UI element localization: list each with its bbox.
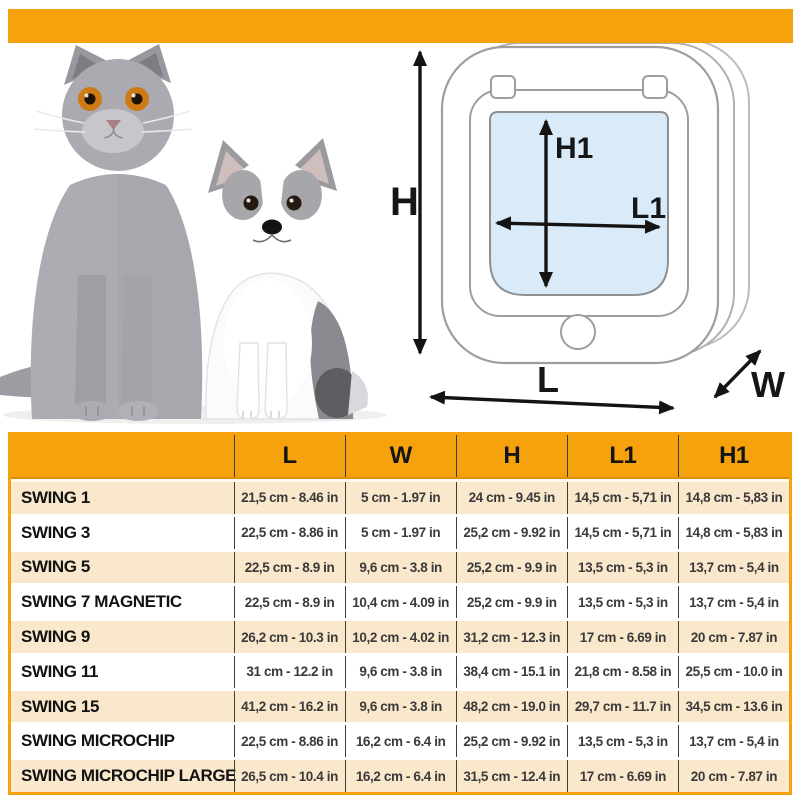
- label-l: L: [537, 359, 559, 400]
- dimension-cell: 25,2 cm - 9.92 in: [456, 517, 567, 549]
- flap-tab-left: [491, 76, 515, 98]
- row-name: SWING MICROCHIP LARGE: [21, 766, 237, 786]
- dimension-cell: 13,5 cm - 5,3 in: [567, 586, 678, 618]
- table-row: [11, 618, 789, 653]
- dimension-cell: 22,5 cm - 8.86 in: [234, 517, 345, 549]
- dimension-cell: 13,7 cm - 5,4 in: [678, 552, 789, 584]
- table-row: [11, 757, 789, 792]
- table-row: [11, 479, 789, 514]
- dimension-cell: 16,2 cm - 6.4 in: [345, 760, 456, 792]
- dimension-cell: 13,7 cm - 5,4 in: [678, 586, 789, 618]
- table-row: [11, 688, 789, 723]
- row-name: SWING 9: [21, 627, 90, 647]
- pets-illustration: [0, 43, 400, 425]
- dimension-cell: 10,2 cm - 4.02 in: [345, 621, 456, 653]
- dimension-cell: 31,5 cm - 12.4 in: [456, 760, 567, 792]
- row-name: SWING 1: [21, 487, 90, 507]
- dimension-cell: 20 cm - 7.87 in: [678, 621, 789, 653]
- dog-nose: [262, 220, 282, 235]
- header-model: [11, 435, 234, 477]
- row-name: SWING 3: [21, 522, 90, 542]
- dimension-cell: 21,5 cm - 8.46 in: [234, 482, 345, 514]
- dog-eye-right: [287, 196, 302, 211]
- label-l1: L1: [631, 192, 667, 225]
- dimension-cell: 13,5 cm - 5,3 in: [567, 725, 678, 757]
- dimension-cell: 48,2 cm - 19.0 in: [456, 691, 567, 723]
- dimension-cell: 34,5 cm - 13.6 in: [678, 691, 789, 723]
- label-h1: H1: [555, 132, 594, 165]
- row-name: SWING 11: [21, 661, 99, 681]
- flap-dimension-diagram: [385, 40, 795, 425]
- table-row: [11, 549, 789, 584]
- dimension-cell: 29,7 cm - 11.7 in: [567, 691, 678, 723]
- dog-illustration: [206, 138, 368, 419]
- dimension-cell: 25,5 cm - 10.0 in: [678, 656, 789, 688]
- dimension-cell: 20 cm - 7.87 in: [678, 760, 789, 792]
- dimension-cell: 38,4 cm - 15.1 in: [456, 656, 567, 688]
- dimension-cell: 17 cm - 6.69 in: [567, 760, 678, 792]
- dog-eye-left: [244, 196, 259, 211]
- row-name: SWING 15: [21, 696, 100, 716]
- header-h1: H1: [678, 435, 789, 477]
- dimension-cell: 17 cm - 6.69 in: [567, 621, 678, 653]
- label-h: H: [390, 180, 419, 224]
- header-l1: L1: [567, 435, 678, 477]
- table-header-row: [11, 435, 789, 479]
- orange-divider-bar: [8, 9, 793, 43]
- dimension-cell: 41,2 cm - 16.2 in: [234, 691, 345, 723]
- dimension-cell: 13,7 cm - 5,4 in: [678, 725, 789, 757]
- table-row: [11, 722, 789, 757]
- header-w: W: [345, 435, 456, 477]
- dimension-cell: 14,8 cm - 5,83 in: [678, 482, 789, 514]
- dimension-cell: 21,8 cm - 8.58 in: [567, 656, 678, 688]
- label-w: W: [751, 364, 785, 405]
- dimension-cell: 13,5 cm - 5,3 in: [567, 552, 678, 584]
- dimension-cell: 25,2 cm - 9.9 in: [456, 586, 567, 618]
- dimension-cell: 10,4 cm - 4.09 in: [345, 586, 456, 618]
- dimension-cell: 9,6 cm - 3.8 in: [345, 552, 456, 584]
- dimension-cell: 14,8 cm - 5,83 in: [678, 517, 789, 549]
- dimension-cell: 22,5 cm - 8.9 in: [234, 586, 345, 618]
- sizes-table: [8, 432, 792, 795]
- dimension-cell: 16,2 cm - 6.4 in: [345, 725, 456, 757]
- header-l: L: [234, 435, 345, 477]
- row-name: SWING MICROCHIP: [21, 731, 175, 751]
- dimension-cell: 31 cm - 12.2 in: [234, 656, 345, 688]
- dimension-cell: 22,5 cm - 8.86 in: [234, 725, 345, 757]
- dimension-cell: 14,5 cm - 5,71 in: [567, 517, 678, 549]
- table-row: [11, 653, 789, 688]
- dimension-cell: 26,5 cm - 10.4 in: [234, 760, 345, 792]
- row-name: SWING 7 MAGNETIC: [21, 592, 182, 612]
- dimension-cell: 14,5 cm - 5,71 in: [567, 482, 678, 514]
- table-row: [11, 514, 789, 549]
- dimension-cell: 25,2 cm - 9.92 in: [456, 725, 567, 757]
- dimension-cell: 25,2 cm - 9.9 in: [456, 552, 567, 584]
- dimension-cell: 9,6 cm - 3.8 in: [345, 656, 456, 688]
- dimension-cell: 26,2 cm - 10.3 in: [234, 621, 345, 653]
- dimension-cell: 5 cm - 1.97 in: [345, 482, 456, 514]
- flap-tab-right: [643, 76, 667, 98]
- dimension-cell: 5 cm - 1.97 in: [345, 517, 456, 549]
- flap-knob: [561, 315, 595, 349]
- dimension-cell: 24 cm - 9.45 in: [456, 482, 567, 514]
- pets-photo: [0, 43, 400, 425]
- cat-illustration: [0, 44, 202, 421]
- dimension-cell: 31,2 cm - 12.3 in: [456, 621, 567, 653]
- header-h: H: [456, 435, 567, 477]
- dimension-cell: 22,5 cm - 8.9 in: [234, 552, 345, 584]
- row-name: SWING 5: [21, 557, 90, 577]
- table-row: [11, 583, 789, 618]
- dimension-cell: 9,6 cm - 3.8 in: [345, 691, 456, 723]
